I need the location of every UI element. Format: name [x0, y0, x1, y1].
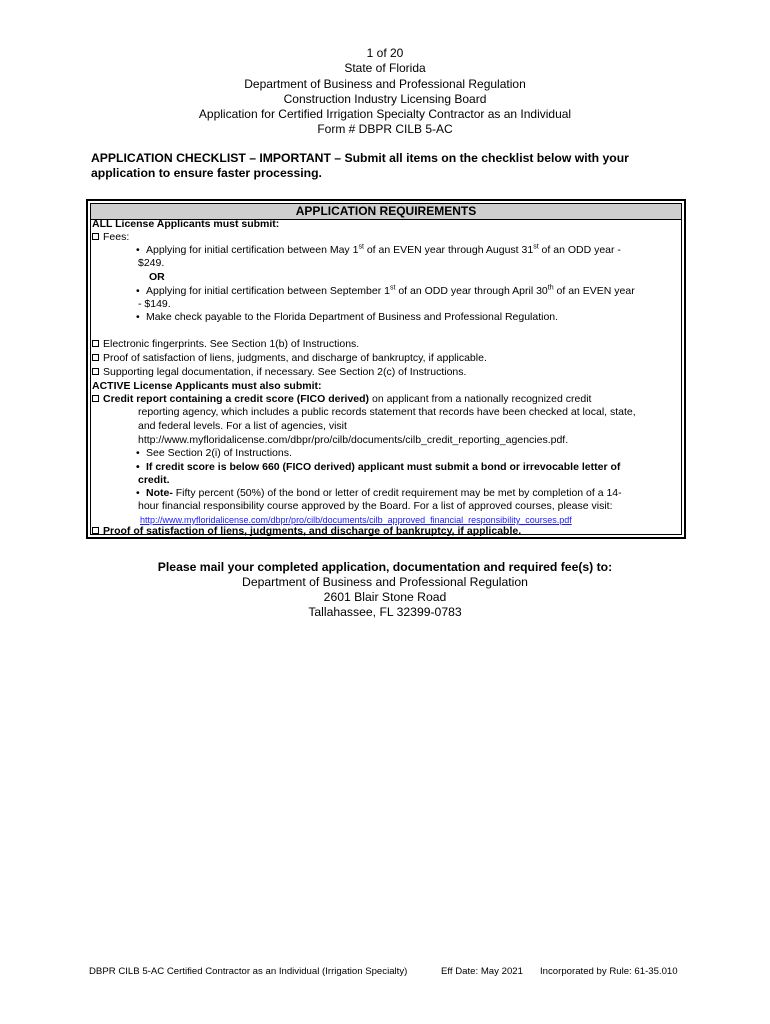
- fee2-text-a: Applying for initial certification between September 1: [146, 285, 390, 297]
- fee1-text-c: of an ODD year -: [538, 244, 621, 256]
- liens-text: Proof of satisfaction of liens, judgments, and discharge of bankruptcy, if applicable.: [103, 352, 487, 364]
- fee1-text-a: Applying for initial certification between May 1: [146, 244, 359, 256]
- credit-score-item: [136, 461, 620, 474]
- bullet-icon: •: [136, 487, 140, 499]
- courses-link-text[interactable]: http://www.myfloridalicense.com/dbpr/pro/cilb/documents/cilb_approved_financial_responsibility_courses.pdf: [140, 515, 572, 525]
- fee2-text-b: of an ODD year through April 30: [395, 285, 548, 297]
- active-applicants-heading: ACTIVE License Applicants must also submit:: [92, 380, 322, 392]
- fee2-text-c: of an EVEN year: [553, 285, 635, 297]
- fee-or-separator: OR: [149, 271, 165, 283]
- liens-active-text: Proof of satisfaction of liens, judgments, and discharge of bankruptcy, if applicable.: [103, 525, 522, 537]
- fee1-text-b: of an EVEN year through August 31: [363, 244, 534, 256]
- credit-report-item: [92, 393, 591, 406]
- section-2i-text: See Section 2(i) of Instructions.: [146, 447, 292, 459]
- bullet-icon: •: [136, 285, 140, 297]
- checkbox-icon: [92, 340, 99, 347]
- credit-score-line-2: credit.: [138, 474, 170, 486]
- form-number: Form # DBPR CILB 5-AC: [317, 122, 453, 136]
- mail-street: 2601 Blair Stone Road: [323, 590, 447, 604]
- bullet-icon: •: [136, 447, 140, 459]
- note-line-2: hour financial responsibility course approved by the Board. For a list of approved courses, please visit:: [138, 500, 613, 512]
- check-payable-text: Make check payable to the Florida Department of Business and Professional Regulation.: [146, 311, 559, 323]
- credit-report-rest: on applicant from a nationally recognized credit: [369, 393, 592, 405]
- fee1-sup1: st: [358, 243, 364, 251]
- fee-option-2-amount: - $149.: [138, 298, 171, 310]
- requirements-heading: APPLICATION REQUIREMENTS: [91, 204, 681, 220]
- all-applicants-heading: ALL License Applicants must submit:: [92, 218, 280, 230]
- note-text: Fifty percent (50%) of the bond or letter of credit requirement may be met by completion of a 14-: [172, 487, 622, 499]
- legal-docs-item: [92, 366, 466, 379]
- section-2i-item: [136, 447, 292, 460]
- checklist-line-2: application to ensure faster processing.: [91, 166, 322, 180]
- footer-eff-date: Eff Date: May 2021: [441, 966, 523, 977]
- state-title: State of Florida: [344, 61, 426, 75]
- checklist-line-1: APPLICATION CHECKLIST – IMPORTANT – Submit all items on the checklist below with your: [91, 151, 629, 165]
- bullet-icon: •: [136, 461, 140, 473]
- footer-form-name: DBPR CILB 5-AC Certified Contractor as an Individual (Irrigation Specialty): [89, 966, 408, 977]
- fee1-sup2: st: [533, 243, 539, 251]
- liens-active-item: [92, 525, 521, 538]
- note-item: [136, 487, 622, 500]
- checkbox-icon: [92, 395, 99, 402]
- legal-docs-text: Supporting legal documentation, if necessary. See Section 2(c) of Instructions.: [103, 366, 467, 378]
- checkbox-icon: [92, 354, 99, 361]
- bullet-icon: •: [136, 244, 140, 256]
- application-title: Application for Certified Irrigation Specialty Contractor as an Individual: [198, 107, 572, 121]
- fingerprints-text: Electronic fingerprints. See Section 1(b) of Instructions.: [103, 338, 360, 350]
- credit-report-line-3: and federal levels. For a list of agencies, visit: [138, 420, 347, 432]
- fee2-sup2: th: [547, 284, 554, 292]
- fees-item: [92, 231, 129, 244]
- fee2-sup1: st: [389, 284, 396, 292]
- checklist-statement: [91, 151, 691, 181]
- note-label: Note-: [146, 487, 173, 499]
- checkbox-icon: [92, 368, 99, 375]
- checkbox-icon: [92, 233, 99, 240]
- fingerprints-item: [92, 338, 359, 351]
- credit-agencies-url: http://www.myfloridalicense.com/dbpr/pro/cilb/documents/cilb_credit_reporting_agencies.pdf.: [138, 434, 569, 446]
- check-payable-item: [136, 311, 558, 324]
- page-number: 1 of 20: [366, 46, 404, 60]
- footer-rule: Incorporated by Rule: 61-35.010: [540, 966, 678, 977]
- mail-city: Tallahassee, FL 32399-0783: [308, 605, 462, 619]
- liens-item: [92, 352, 487, 365]
- mail-instruction: Please mail your completed application, documentation and required fee(s) to:: [157, 560, 613, 574]
- mail-department: Department of Business and Professional Regulation: [242, 575, 528, 589]
- fee-option-1-amount: $249.: [138, 257, 165, 269]
- checkbox-icon: [92, 527, 99, 534]
- credit-score-text: If credit score is below 660 (FICO derived) applicant must submit a bond or irrevocable letter of: [146, 461, 621, 473]
- fee-option-1: [136, 244, 621, 257]
- fees-label: Fees:: [103, 231, 130, 243]
- board-title: Construction Industry Licensing Board: [283, 92, 487, 106]
- bullet-icon: •: [136, 311, 140, 323]
- credit-report-bold: Credit report containing a credit score (FICO derived): [103, 393, 370, 405]
- credit-report-line-2: reporting agency, which includes a public records statement that records have been checked at local, state,: [138, 406, 636, 418]
- department-title: Department of Business and Professional Regulation: [244, 77, 526, 91]
- fee-option-2: [136, 285, 635, 298]
